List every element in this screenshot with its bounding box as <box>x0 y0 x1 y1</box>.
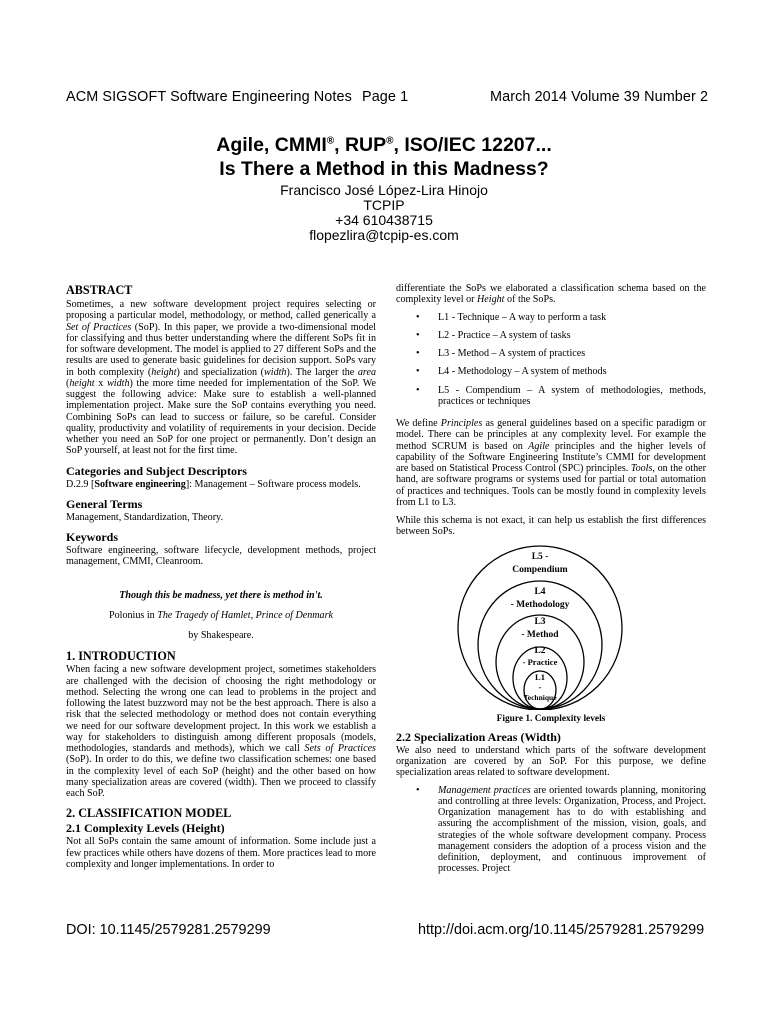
specialization-heading: 2.2 Specialization Areas (Width) <box>396 729 561 744</box>
abstract-heading: ABSTRACT <box>66 283 133 297</box>
label-l3b: - Method <box>521 629 559 640</box>
left-column <box>66 283 376 870</box>
running-header-right: March 2014 Volume 39 Number 2 <box>490 89 709 105</box>
general-terms-heading: General Terms <box>66 496 143 511</box>
title-part: , RUP <box>334 134 387 156</box>
label-l5a: L5 - <box>531 551 549 562</box>
list-item: • L3 - Method – A system of practices <box>396 348 706 359</box>
author-org: TCPIP <box>363 197 405 213</box>
doi-link[interactable]: http://doi.acm.org/10.1145/2579281.2579299 <box>418 922 705 938</box>
epigraph-author: by Shakespeare. <box>188 630 254 641</box>
schema-note-text: While this schema is not exact, it can help us establish the first differences between SoPs. <box>396 515 706 538</box>
specialization-list <box>396 785 706 875</box>
general-terms-text: Management, Standardization, Theory. <box>66 511 223 523</box>
running-header-left: ACM SIGSOFT Software Engineering Notes <box>66 89 352 105</box>
running-header-page: Page 1 <box>362 89 409 105</box>
complexity-levels-figure <box>396 544 706 710</box>
complexity-levels-list <box>396 312 706 408</box>
title-part: , ISO/IEC 12207... <box>393 134 552 156</box>
label-l1a: L1 <box>535 671 545 682</box>
complexity-levels-text-cont: differentiate the SoPs we elaborated a classification schema based on the complexity level or Height of the SoPs. <box>396 283 706 306</box>
label-l3a: L3 <box>534 616 546 627</box>
figure-caption: Figure 1. Complexity levels <box>496 713 606 724</box>
introduction-heading: 1. INTRODUCTION <box>66 649 176 664</box>
label-l2a: L2 <box>534 645 546 656</box>
complexity-levels-text: Not all SoPs contain the same amount of information. Some include just a few practices while others have dozens of them. More practices lead to more complexity and longer implementations. In order to <box>66 836 376 870</box>
epigraph-quote: Though this be madness, yet there is method in't. <box>119 589 323 601</box>
registered-mark: ® <box>326 135 335 147</box>
specialization-text: We also need to understand which parts of the software development organization are covered by an SoP. For this purpose, we define specialization areas related to software development. <box>396 744 706 779</box>
categories-text: D.2.9 [Software engineering]: Management – Software process models. <box>66 478 361 490</box>
paper-title-line2: Is There a Method in this Madness? <box>219 158 549 180</box>
principles-text: We define Principles as general guidelines based on a specific paradigm or model. There can be principles at any complexity level. For example the method SCRUM is based on Agile principles and the higher levels of capability of the Software Engineering Institute’s CMMI for development are based on Statistical Process Control (SPC) principles. Tools, on the other hand, are software programs or systems used for partial or total automation of practices and techniques. Tools can be mostly found in complexity levels from L1 to L3. <box>396 418 707 508</box>
label-l1b: - <box>538 681 542 692</box>
complexity-levels-heading: 2.1 Complexity Levels (Height) <box>66 821 225 836</box>
title-part: Agile, CMMI <box>216 134 327 156</box>
keywords-text: Software engineering, software lifecycle, development methods, project management, CMMI, Cleanroom. <box>66 545 376 568</box>
abstract-text: Sometimes, a new software development project requires selecting or proposing a particular model, methodology, or method, called generically a Set of Practices (SoP). In this paper, we provide a two-dimensional model for classifying and thus better understanding where the different SoPs fit in for software development. The model is applied to 27 different SoPs and the results are used to generate basic guidelines for decision support. SoPs vary in both complexity (height) and specialization (width). The larger the area (height x width) the more time needed for implementation of the SoP. We suggest the following advice: Make sure to establish a well-planned implementation project. Make sure the SoP contains everything you need. Combining SoPs can lead to success or failure, so be careful. Consider quality, productivity and volatility of requirements in your decision. Decide whether you need an SoP for one project or permanently. Don’t design an SoP yourself, at least not for the first time. <box>66 299 377 457</box>
nested-circles-diagram <box>396 544 706 710</box>
keywords-heading: Keywords <box>66 530 118 544</box>
list-item: • L5 - Compendium – A system of methodologies, methods, practices or techniques <box>396 385 706 408</box>
author-phone: +34 610438715 <box>335 212 433 228</box>
label-l2b: - Practice <box>522 656 558 667</box>
author-name: Francisco José López-Lira Hinojo <box>280 182 488 198</box>
epigraph-attribution: Polonius in The Tragedy of Hamlet, Prince of Denmark <box>108 609 334 621</box>
label-l4b: - Methodology <box>510 599 570 610</box>
registered-mark: ® <box>386 135 394 147</box>
right-column <box>396 283 706 875</box>
label-l1c: Technique <box>523 692 557 702</box>
list-item: • L4 - Methodology – A system of methods <box>396 366 706 377</box>
paper-title-line1 <box>0 133 768 157</box>
list-item: • L1 - Technique – A way to perform a task <box>396 312 706 323</box>
list-item: • Management practices are oriented towards planning, monitoring and controlling at three levels: Organization, Process, and Project. Organization management has to do with establishing and assuring the accomplishment of the mission, vision, goals, and strategies of the whole software development company. Process management considers the adoption of a process vision and the definition, deployment, and continuous improvement of processes. Project <box>396 785 706 875</box>
introduction-text: When facing a new software development project, sometimes stakeholders are challenged with the decision of choosing the right methodology or method. Selecting the wrong one can lead to problems in the project and following the latest buzzword may not be the best approach. There is also a risk that the selected methodology or method does not contain everything we need for our software development project. In this work we establish a way for stakeholders to distinguish among different proposals (models, methodologies, standards and methods), which we call Sets of Practices (SoP). In order to do this, we define two classification schemes: one based in the complexity level of each SoP (height) and the other based on how many specialization areas are covered (width). Then we proceed to classify each SoP. <box>66 664 376 799</box>
label-l4a: L4 <box>534 586 546 597</box>
author-email: flopezlira@tcpip-es.com <box>309 227 459 243</box>
list-item: • L2 - Practice – A system of tasks <box>396 330 706 341</box>
classification-heading: 2. CLASSIFICATION MODEL <box>66 806 232 821</box>
label-l5b: Compendium <box>512 564 568 575</box>
doi-label: DOI: 10.1145/2579281.2579299 <box>66 922 271 938</box>
categories-heading: Categories and Subject Descriptors <box>66 463 247 478</box>
